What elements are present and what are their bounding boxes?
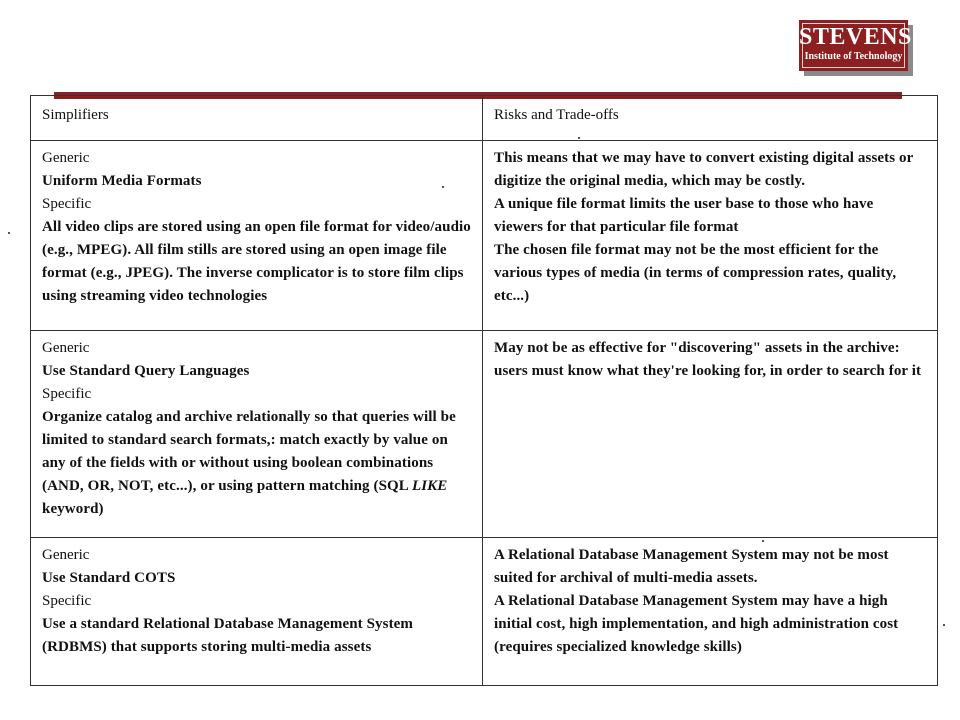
specific-label: Specific <box>42 386 92 402</box>
specific-value: All video clips are stored using an open file format for video/audio (e.g., MPEG). All film stills are stored using an open image file format (e.g., JPEG). The inverse complicator is to store film clips using streaming video technologies <box>42 219 471 304</box>
simplifiers-table <box>30 95 938 686</box>
logo-name: STEVENS <box>799 24 912 50</box>
generic-label: Generic <box>42 340 90 356</box>
specific-value: Use a standard Relational Database Management System (RDBMS) that supports storing multi-media assets <box>42 616 414 655</box>
logo-box <box>799 20 912 71</box>
header-simplifiers: Simplifiers <box>31 96 483 141</box>
generic-value: Use Standard COTS <box>42 570 176 586</box>
table-header-row <box>31 96 938 141</box>
stray-dot <box>8 232 10 234</box>
risks-cell <box>483 538 938 686</box>
specific-value-text-end: keyword) <box>42 501 104 517</box>
risk-item: A Relational Database Management System may have a high initial cost, high implementation, and high administration cost (requires specialized knowledge skills) <box>494 593 899 655</box>
specific-label: Specific <box>42 593 92 609</box>
risk-item: The chosen file format may not be the most efficient for the various types of media (in terms of compression rates, quality, etc...) <box>494 242 897 304</box>
risk-item: May not be as effective for "discovering" assets in the archive: users must know what they're looking for, in order to search for it <box>494 340 922 379</box>
simplifier-cell <box>31 538 483 686</box>
stray-dot <box>943 624 945 626</box>
specific-label: Specific <box>42 196 92 212</box>
stray-dot <box>762 540 764 542</box>
risk-item: A Relational Database Management System may not be most suited for archival of multi-media assets. <box>494 547 889 586</box>
table-row <box>31 141 938 331</box>
logo-subtitle: Institute of Technology <box>804 51 903 62</box>
header-risks: Risks and Trade-offs <box>483 96 938 141</box>
risk-item: A unique file format limits the user base to those who have viewers for that particular file format <box>494 196 874 235</box>
generic-label: Generic <box>42 547 90 563</box>
generic-value: Use Standard Query Languages <box>42 363 250 379</box>
stray-dot <box>578 137 580 139</box>
generic-value: Uniform Media Formats <box>42 173 202 189</box>
generic-label: Generic <box>42 150 90 166</box>
table-row <box>31 331 938 538</box>
risk-item: This means that we may have to convert existing digital assets or digitize the original media, which may be costly. <box>494 150 914 189</box>
table-row <box>31 538 938 686</box>
risks-cell <box>483 331 938 538</box>
risks-cell <box>483 141 938 331</box>
simplifier-cell <box>31 331 483 538</box>
specific-value-italic: LIKE <box>411 478 448 494</box>
stevens-logo <box>799 20 913 76</box>
specific-value-text: Organize catalog and archive relationally so that queries will be limited to standard search formats,: match exactly by value on any of the fields with or without using boolean combinations (AND, OR, NOT, etc...), or using pattern matching (SQL <box>42 409 456 494</box>
stray-dot <box>442 186 444 188</box>
simplifier-cell <box>31 141 483 331</box>
specific-value <box>42 406 471 521</box>
